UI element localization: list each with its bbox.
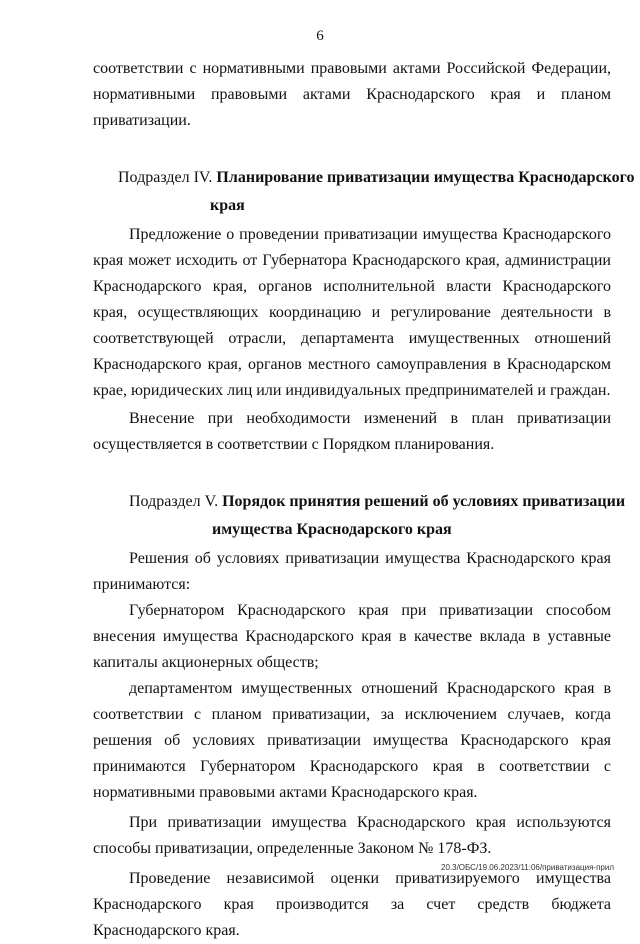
heading-iv-prefix: Подраздел IV.	[118, 169, 217, 186]
page-number: 6	[316, 28, 324, 44]
heading-v-line1	[129, 488, 626, 516]
heading-iv-title: Планирование приватизации имущества Краснодарского	[216, 169, 635, 186]
paragraph-proposal: Предложение о проведении приватизации имущества Краснодарского края может исходить от Губернатора Краснодарского края, администрации Краснодарского края, органов исполнительной власти Краснодарского края, осуществляющих координацию и регулирование деятельности в соответствующей отрасли, департамента имущественных отношений Краснодарского края, органов местного самоуправления в Краснодарском крае, юридических лиц или индивидуальных предпринимателей и граждан.	[93, 226, 611, 399]
heading-v-title: Порядок принятия решений об условиях приватизации	[222, 493, 626, 510]
heading-iv-title-end: края	[210, 197, 245, 214]
paragraph-governor: Губернатором Краснодарского края при приватизации способом внесения имущества Краснодарского края в качестве вклада в уставные капиталы акционерных обществ;	[93, 602, 611, 671]
section-heading-iv	[93, 164, 635, 220]
heading-v-line2	[129, 516, 611, 544]
paragraph-valuation: Проведение независимой оценки приватизируемого имущества Краснодарского края производится за счет средств бюджета Краснодарского края.	[93, 870, 611, 939]
section-heading-v	[93, 488, 626, 544]
document-body	[93, 56, 635, 944]
document-footer: 20.3/ОБС/19.06.2023/11:06/приватизация-прил	[441, 863, 614, 872]
paragraph-department: департаментом имущественных отношений Краснодарского края в соответствии с планом приватизации, за исключением случаев, когда решения об условиях приватизации имущества Краснодарского края принимаются Губернатором Краснодарского края в соответствии с нормативными правовыми актами Краснодарского края.	[93, 680, 611, 801]
paragraph-decisions: Решения об условиях приватизации имущества Краснодарского края принимаются:	[93, 550, 611, 593]
paragraph-continuation: соответствии с нормативными правовыми актами Российской Федерации, нормативными правовыми актами Краснодарского края и планом приватизации.	[93, 60, 611, 129]
heading-iv-line1	[118, 164, 635, 192]
paragraph-amendments: Внесение при необходимости изменений в план приватизации осуществляется в соответствии с Порядком планирования.	[93, 410, 611, 453]
heading-v-prefix: Подраздел V.	[129, 493, 223, 510]
heading-iv-line2	[118, 192, 611, 220]
heading-v-title-end: имущества Краснодарского края	[212, 521, 452, 538]
paragraph-methods: При приватизации имущества Краснодарского края используются способы приватизации, определенные Законом № 178-ФЗ.	[93, 814, 611, 857]
